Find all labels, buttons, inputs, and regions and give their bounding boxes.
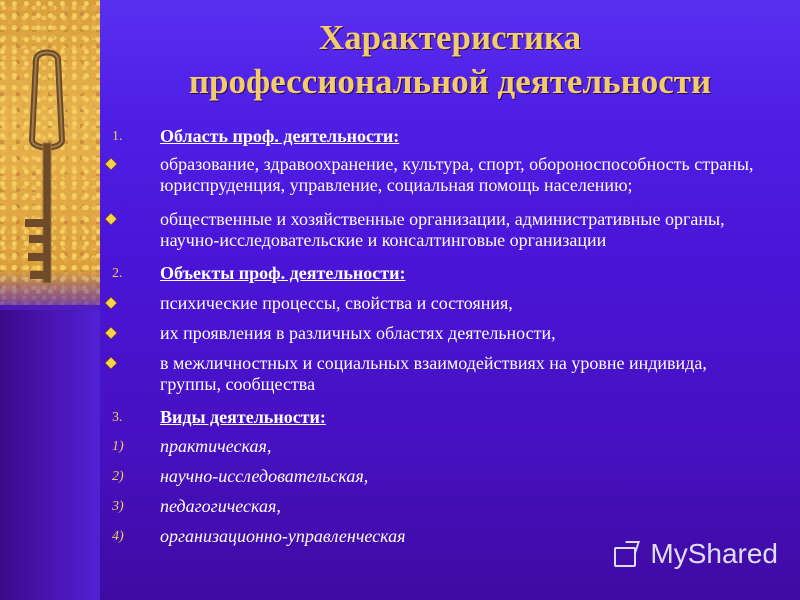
diamond-bullet-icon [105,357,117,369]
section-1-marker: 1. [112,129,123,144]
section-3-item-4-marker: 4) [112,529,124,544]
section-2-item-3 [100,353,770,395]
section-3-item-2-text: научно-исследовательская, [160,466,369,486]
section-1-item-1-text: образование, здравоохранение, культура, спорт, обороноспособность страны, юриспруденция, управление, социальная помощь населению; [160,154,754,195]
section-3-item-1 [100,436,770,457]
section-2-item-1-text: психические процессы, свойства и состояния, [160,293,513,313]
diamond-bullet-icon [105,213,117,225]
diamond-bullet-icon [105,297,117,309]
section-1-item-2-text: общественные и хозяйственные организации, административные органы, научно-исследовательские и консалтинговые организации [160,209,725,250]
section-3-item-3-text: педагогическая, [160,496,281,516]
section-2-item-2 [100,323,770,344]
section-1-heading: Область проф. деятельности: [160,126,400,146]
title-line-1: Характеристика [318,18,582,57]
section-3-item-1-marker: 1) [112,439,124,454]
section-2-item-1 [100,293,770,314]
diamond-bullet-icon [105,327,117,339]
section-3-item-3 [100,496,770,517]
section-1-heading-row [100,126,770,147]
section-2-heading: Объекты проф. деятельности: [160,263,406,283]
section-3-heading: Виды деятельности: [160,407,326,427]
content [100,126,770,547]
section-3-item-4-text: организационно-управленческая [160,526,406,546]
watermark-text: MyShared [650,538,778,569]
section-3-item-2-marker: 2) [112,469,124,484]
key-image [12,45,82,295]
title-line-2: профессиональной деятельности [188,62,712,101]
section-3-item-2 [100,466,770,487]
section-2-item-2-text: их проявления в различных областях деятельности, [160,323,556,343]
section-1-item-1 [100,154,770,196]
slide-title [100,18,800,102]
watermark [614,538,778,570]
section-1-item-2 [100,209,770,251]
section-2-item-3-text: в межличностных и социальных взаимодействиях на уровне индивида, группы, сообщества [160,353,707,394]
section-2-heading-row [100,263,770,284]
myshared-logo-icon [614,541,640,567]
section-2-marker: 2. [112,266,123,281]
diamond-bullet-icon [105,158,117,170]
section-3-item-3-marker: 3) [112,499,124,514]
section-3-item-1-text: практическая, [160,436,272,456]
section-3-marker: 3. [112,410,123,425]
section-3-heading-row [100,407,770,428]
